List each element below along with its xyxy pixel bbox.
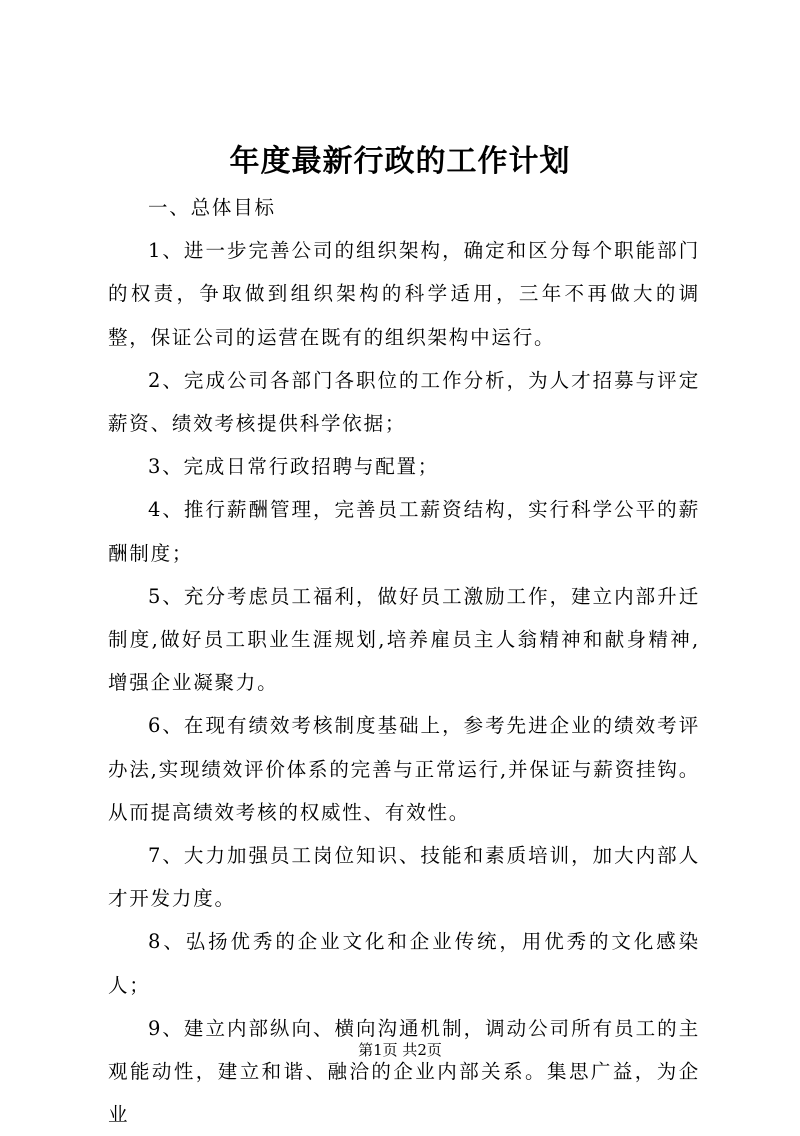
paragraph-item-3: 3、完成日常行政招聘与配置； bbox=[148, 455, 440, 479]
paragraph-item-8: 8、弘扬优秀的企业文化和企业传统，用优秀的文化感染人； bbox=[108, 930, 700, 997]
document-body bbox=[108, 186, 700, 1136]
paragraph-item-1: 1、进一步完善公司的组织架构，确定和区分每个职能部门的权责，争取做到组织架构的科学适用，三年不再做大的调整，保证公司的运营在既有的组织架构中运行。 bbox=[108, 239, 700, 349]
paragraph-item-5: 5、充分考虑员工福利，做好员工激励工作，建立内部升迁制度,做好员工职业生涯规划,培养雇员主人翁精神和献身精神,增强企业凝聚力。 bbox=[108, 584, 700, 695]
page-number-footer: 第1页 共2页 bbox=[358, 1041, 442, 1059]
paragraph-item-4: 4、推行薪酬管理，完善员工薪资结构，实行科学公平的薪酬制度； bbox=[108, 498, 700, 565]
paragraph-item-6: 6、在现有绩效考核制度基础上，参考先进企业的绩效考评办法,实现绩效评价体系的完善与正常运行,并保证与薪资挂钩。从而提高绩效考核的权威性、有效性。 bbox=[108, 714, 700, 824]
paragraph-item-9: 9、建立内部纵向、横向沟通机制，调动公司所有员工的主观能动性，建立和谐、融洽的企业内部关系。集思广益，为企业 bbox=[108, 1016, 700, 1127]
section-heading: 一、总体目标 bbox=[148, 196, 276, 219]
paragraph-item-7: 7、大力加强员工岗位知识、技能和素质培训，加大内部人才开发力度。 bbox=[108, 844, 700, 911]
document-title: 年度最新行政的工作计划 bbox=[229, 144, 571, 179]
paragraph-item-2: 2、完成公司各部门各职位的工作分析，为人才招募与评定薪资、绩效考核提供科学依据； bbox=[108, 368, 700, 436]
